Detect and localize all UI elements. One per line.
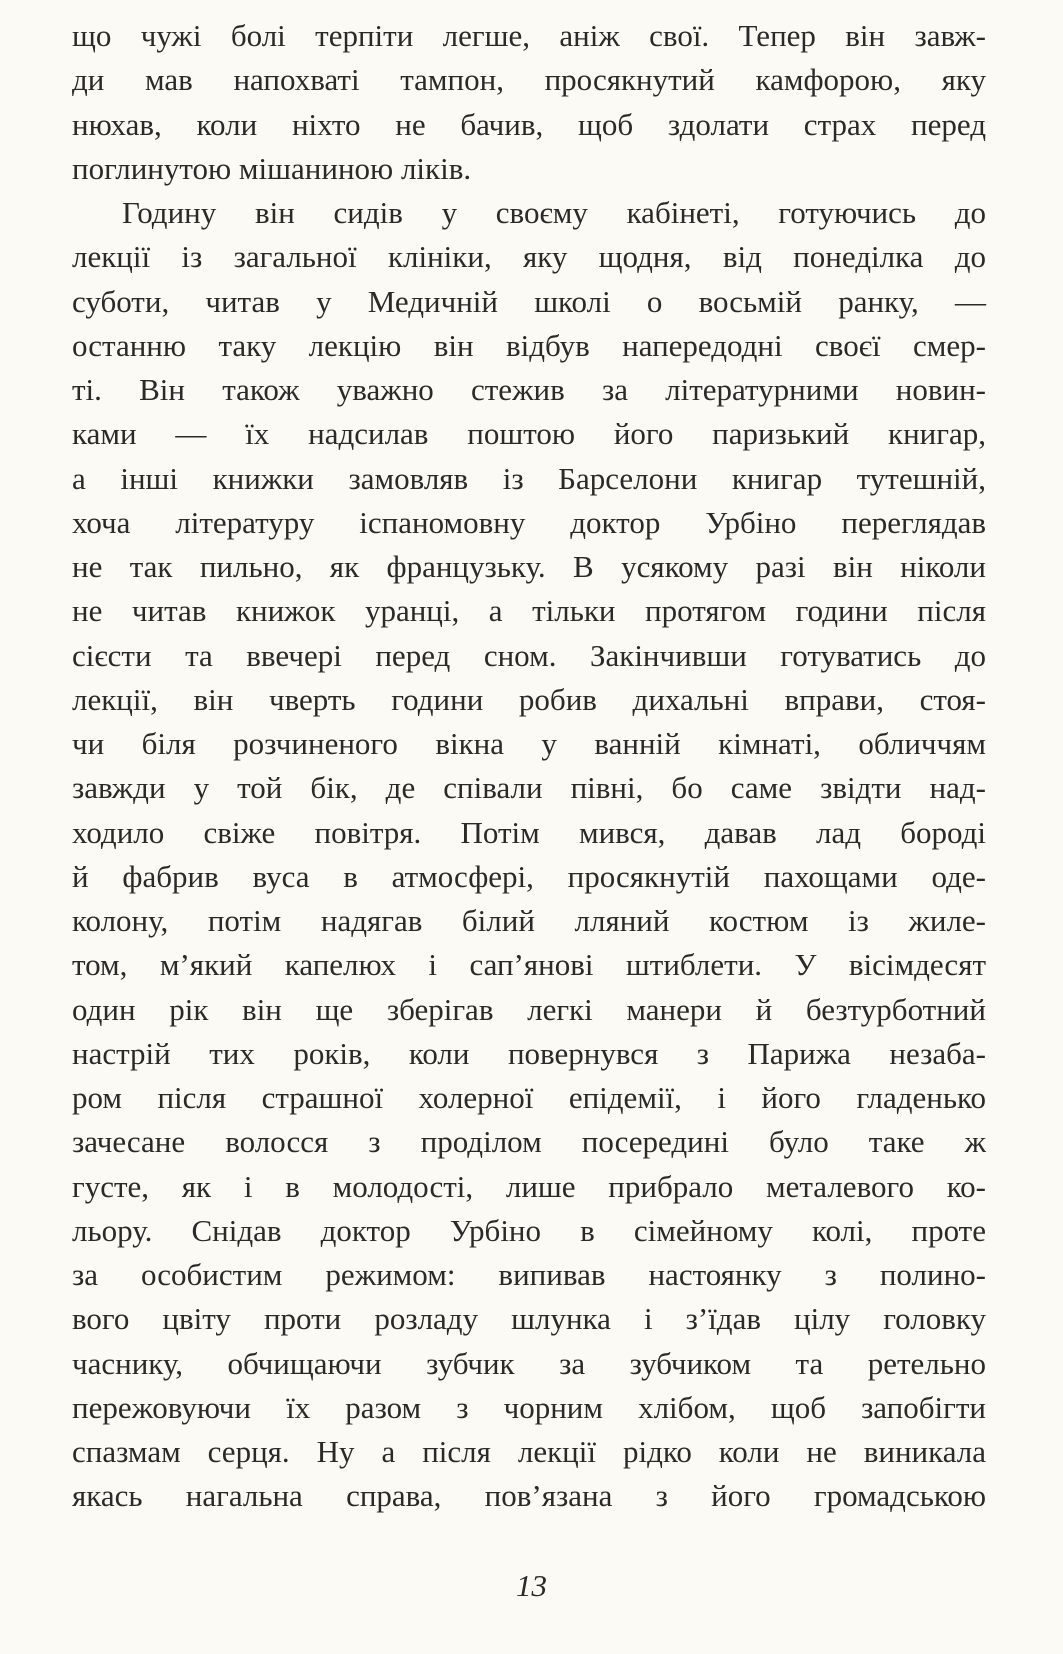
text-line: вого цвіту проти розладу шлунка і з’їдав цілу головку xyxy=(72,1301,986,1337)
text-line: чи біля розчиненого вікна у ванній кімнаті, обличчям xyxy=(72,726,986,761)
text-line: поглинутою мішаниною ліків. xyxy=(72,150,472,186)
text-line: нюхав, коли ніхто не бачив, щоб здолати страх перед xyxy=(72,106,986,142)
text-line: що чужі болі терпіти легше, аніж свої. Тепер він завж- xyxy=(72,18,986,53)
text-line: ті. Він також уважно стежив за літературними новин- xyxy=(72,372,986,407)
text-line: й фабрив вуса в атмосфері, просякнутій пахощами оде- xyxy=(72,858,986,894)
text-line: за особистим режимом: випивав настоянку з полино- xyxy=(72,1257,986,1292)
text-line: Годину він сидів у своєму кабінеті, готуючись до xyxy=(122,195,986,230)
text-line: настрій тих років, коли повернувся з Парижа незаба- xyxy=(72,1035,986,1071)
text-line: часнику, обчищаючи зубчик за зубчиком та ретельно xyxy=(72,1345,986,1381)
text-line: льору. Снідав доктор Урбіно в сімейному колі, проте xyxy=(72,1212,986,1248)
text-line: не читав книжок уранці, а тільки протягом години після xyxy=(72,593,986,629)
text-line: останню таку лекцію він відбув напередодні своєї смер- xyxy=(72,327,986,363)
body-text xyxy=(72,14,986,1519)
text-line: а інші книжки замовляв із Барселони книгар тутешній, xyxy=(72,460,986,496)
text-line: ходило свіже повітря. Потім мився, давав лад бороді xyxy=(72,814,986,850)
text-line: лекції із загальної клініки, яку щодня, від понеділка до xyxy=(72,239,986,275)
text-line: зачесане волосся з проділом посередині було таке ж xyxy=(72,1124,986,1160)
text-line: один рік він ще зберігав легкі манери й безтурботний xyxy=(72,991,986,1027)
text-line: колону, потім надягав білий лляний костюм із жиле- xyxy=(72,903,986,938)
text-line: завжди у той бік, де співали півні, бо саме звідти над- xyxy=(72,770,986,806)
text-line: лекції, він чверть години робив дихальні вправи, стоя- xyxy=(72,681,986,717)
text-line: не так пильно, як французьку. В усякому разі він ніколи xyxy=(72,549,986,584)
text-line: спазмам серця. Ну а після лекції рідко коли не виникала xyxy=(72,1434,986,1469)
text-line: сієсти та ввечері перед сном. Закінчивши готуватись до xyxy=(72,637,986,673)
text-line: ди мав напохваті тампон, просякнутий камфорою, яку xyxy=(72,62,986,98)
text-line: якась нагальна справа, пов’язана з його громадською xyxy=(72,1478,986,1514)
text-line: том, м’який капелюх і сап’янові штиблети. У вісімдесят xyxy=(72,947,986,983)
text-line: ками — їх надсилав поштою його паризький книгар, xyxy=(72,416,986,452)
text-line: суботи, читав у Медичній школі о восьмій ранку, — xyxy=(72,283,986,319)
text-line: пережовуючи їх разом з чорним хлібом, щоб запобігти xyxy=(72,1389,986,1425)
text-line: хоча літературу іспаномовну доктор Урбіно переглядав xyxy=(72,504,986,540)
text-line: ром після страшної холерної епідемії, і його гладенько xyxy=(72,1080,986,1115)
text-line: густе, як і в молодості, лише прибрало металевого ко- xyxy=(72,1168,986,1204)
page-number: 13 xyxy=(516,1568,547,1603)
